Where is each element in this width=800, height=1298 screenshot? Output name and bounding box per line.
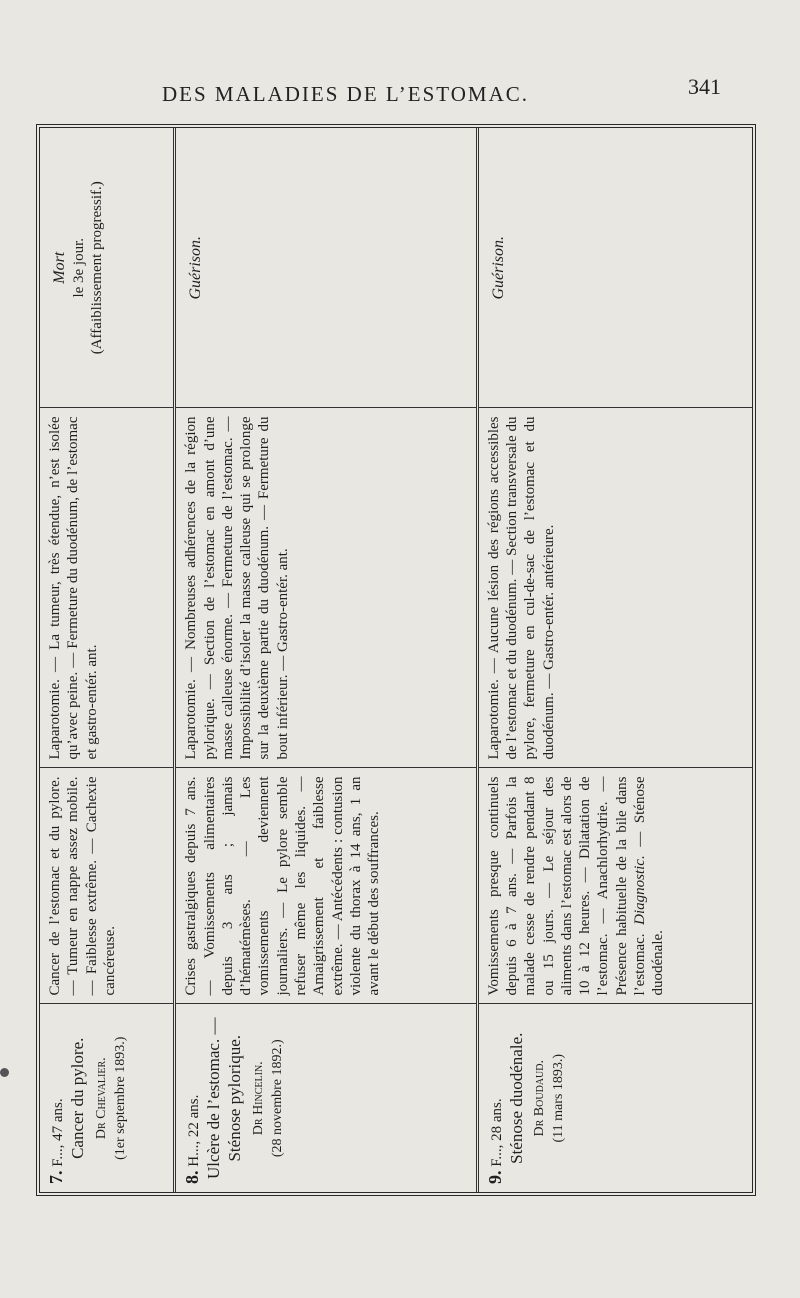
operation-date: (11 mars 1893.) [551, 1053, 567, 1143]
running-title: DES MALADIES DE L’ESTOMAC. [162, 82, 530, 106]
outcome-result: Mort [51, 251, 68, 284]
outcome-detail: le 3e jour. [70, 237, 87, 298]
doctor-name: Dr Chevalier. [93, 1057, 109, 1140]
operation-cell: Laparotomie. — Nombreuses adhérences de la région pylorique. — Section de l’estomac en amont d’une masse calleuse énorme. — Fermeture de l’estomac. — Impossibilité d’isoler la masse calleuse qui se prolonge sur la deuxième partie du duodénum. — Fermeture du bout inférieur. — Gastro-entér. ant. [175, 408, 477, 768]
patient-info: F..., 28 ans. [488, 1098, 505, 1167]
operation-date: (28 novembre 1892.) [269, 1039, 285, 1158]
case-number: 9. [484, 1170, 505, 1184]
observations-table-frame [36, 124, 756, 1196]
outcome-cell [175, 128, 477, 408]
doctor-name: Dr Hincelin. [250, 1061, 266, 1136]
case-row-7 [40, 128, 175, 1192]
patient-cell [175, 1004, 477, 1192]
patient-info: H..., 22 ans. [186, 1094, 203, 1167]
patient-cell [40, 1004, 175, 1192]
rotated-table [36, 124, 756, 1196]
patient-info: F..., 47 ans. [50, 1098, 66, 1167]
case-number: 8. [182, 1170, 203, 1184]
patient-cell [477, 1004, 752, 1192]
symptoms-text: Vomissements presque continuels depuis 6 à 7 ans. — Parfois la malade cesse de rendre pendant 8 ou 15 jours. — Le séjour des aliments dans l’estomac est alors de 10 à 12 heures. — Dilatation de l’estomac. — Anachlorhydrie. — Présence habituelle de la bile dans l’estomac. [485, 776, 649, 996]
symptoms-cell: Crises gastralgiques depuis 7 ans. — Vomissements alimentaires depuis 3 ans ; jamais d’hématémèses. — Les vomissements deviennent journaliers. — Le pylore semble refuser même les liquides. — Amaigrissement et faiblesse extrême. — Antécédents : contusion violente du thorax à 14 ans, 1 an avant le début des souffrances. [175, 768, 477, 1004]
operation-cell: Laparotomie. — La tumeur, très étendue, n’est isolée qu’avec peine. — Fermeture du duodénum, de l’estomac et gastro-entér. ant. [40, 408, 175, 768]
operation-date: (1er septembre 1893.) [112, 1036, 128, 1160]
outcome-detail: (Affaiblissement progressif.) [88, 181, 105, 355]
outcome-cell [477, 128, 752, 408]
page-header [0, 74, 800, 114]
binding-hole [0, 1068, 9, 1077]
diagnosis: Sténose duodénale. [506, 1032, 526, 1164]
outcome-cell [40, 128, 175, 408]
outcome-result: Guérison. [187, 235, 205, 300]
case-row-8 [175, 128, 477, 1192]
operation-cell: Laparotomie. — Aucune lésion des régions accessibles de l’estomac et du duodénum. — Section transversale du pylore, fermeture en cul-de-sac de l’estomac et du duodénum. — Gastro-entér. antérieure. [477, 408, 752, 768]
page-number: 341 [688, 74, 721, 99]
diagnostic-label: Diagnostic. [632, 855, 649, 925]
case-row-9 [477, 128, 752, 1192]
symptoms-cell [477, 768, 752, 1004]
outcome-result: Guérison. [489, 235, 507, 300]
diagnosis: Cancer du pylore. [67, 1037, 87, 1159]
observations-table [40, 128, 752, 1192]
case-number: 7. [46, 1170, 66, 1184]
diagnostic-text: — Sténose duodénale. [632, 776, 667, 996]
doctor-name: Dr Boudaud. [532, 1060, 548, 1137]
diagnosis: Ulcère de l’estomac. — Sténose pylorique. [204, 1017, 244, 1179]
symptoms-cell: Cancer de l’estomac et du pylore. — Tumeur en nappe assez mobile. — Faiblesse extrême. — Cachexie cancéreuse. [40, 768, 175, 1004]
